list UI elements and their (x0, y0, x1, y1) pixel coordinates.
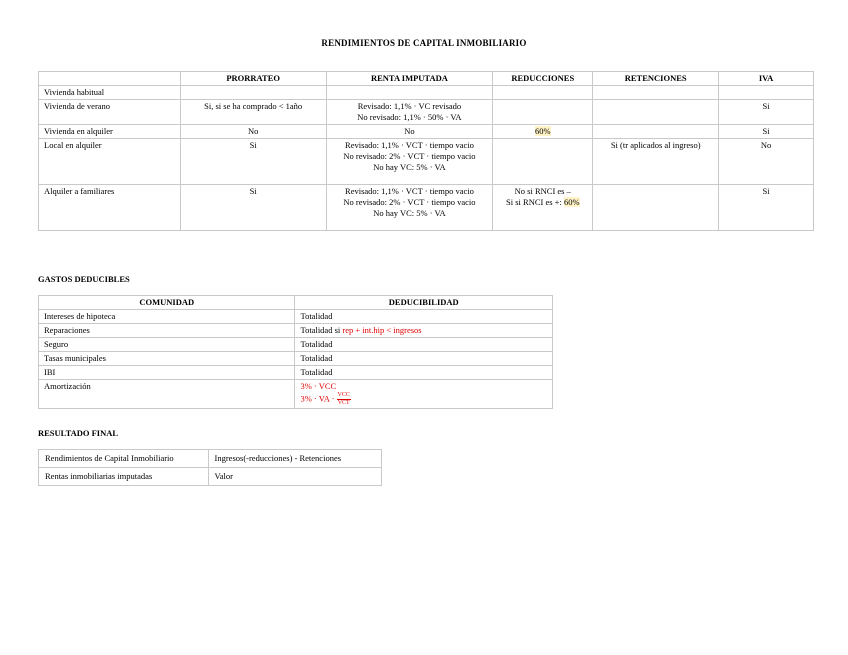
header-comunidad: COMUNIDAD (39, 296, 295, 310)
header-iva: IVA (719, 72, 814, 86)
renta-line: Revisado: 1,1% · VCT · tiempo vacio (345, 140, 474, 150)
row-prorrateo (180, 86, 326, 100)
table-row (39, 125, 814, 139)
amortizacion-text: 3% · VA · (300, 393, 337, 404)
table-row (39, 324, 553, 338)
header-empty (39, 72, 181, 86)
row-reducciones (493, 139, 593, 185)
row-prorrateo: No (180, 125, 326, 139)
row-retenciones (593, 185, 719, 231)
gasto-concept: IBI (39, 366, 295, 380)
table-row (39, 366, 553, 380)
table-row (39, 468, 382, 486)
row-iva: Si (719, 185, 814, 231)
row-prorrateo: Si (180, 139, 326, 185)
header-prorrateo: PRORRATEO (180, 72, 326, 86)
table-row (39, 86, 814, 100)
row-retenciones (593, 86, 719, 100)
reduccion-highlight: 60% (563, 197, 580, 207)
gasto-value (295, 324, 553, 338)
row-prorrateo: Si, si se ha comprado < 1año (180, 100, 326, 125)
row-concept: Local en alquiler (39, 139, 181, 185)
row-iva: Si (719, 125, 814, 139)
row-reducciones (493, 185, 593, 231)
gasto-text: Totalidad si (300, 325, 343, 335)
gastos-heading: GASTOS DEDUCIBLES (38, 274, 130, 284)
document-title: RENDIMIENTOS DE CAPITAL INMOBILIARIO (321, 38, 527, 48)
gasto-value: Totalidad (295, 338, 553, 352)
reduccion-text: Si si RNCI es +: (506, 197, 564, 207)
row-renta (326, 185, 493, 231)
renta-line: No hay VC: 5% · VA (373, 162, 446, 172)
row-retenciones: Si (tr aplicados al ingreso) (593, 139, 719, 185)
table-row (39, 352, 553, 366)
row-retenciones (593, 125, 719, 139)
row-renta: No (326, 125, 493, 139)
header-reducciones: REDUCCIONES (493, 72, 593, 86)
row-concept: Vivienda habitual (39, 86, 181, 100)
table-header-row (39, 72, 814, 86)
renta-line: No revisado: 2% · VCT · tiempo vacio (343, 197, 476, 207)
table-row (39, 380, 553, 409)
gasto-value (295, 380, 553, 409)
gasto-concept: Seguro (39, 338, 295, 352)
gasto-concept: Reparaciones (39, 324, 295, 338)
row-iva: No (719, 139, 814, 185)
table-row (39, 139, 814, 185)
row-prorrateo: Si (180, 185, 326, 231)
header-renta-imputada: RENTA IMPUTADA (326, 72, 493, 86)
gasto-concept: Intereses de hipoteca (39, 310, 295, 324)
renta-line: No revisado: 2% · VCT · tiempo vacio (343, 151, 476, 161)
row-renta (326, 86, 493, 100)
gasto-value: Totalidad (295, 352, 553, 366)
reduccion-highlight: 60% (534, 126, 551, 136)
fraction-numerator: VCC (337, 392, 350, 398)
row-iva (719, 86, 814, 100)
header-deducibilidad: DEDUCIBILIDAD (295, 296, 553, 310)
gasto-value: Totalidad (295, 310, 553, 324)
renta-line: No hay VC: 5% · VA (373, 208, 446, 218)
resultado-value: Ingresos(-reducciones) - Retenciones (208, 450, 381, 468)
renta-line: Revisado: 1,1% · VCT · tiempo vacio (345, 186, 474, 196)
resultado-concept: Rendimientos de Capital Inmobiliario (39, 450, 209, 468)
fraction-denominator: VCT (337, 400, 350, 406)
renta-line: Revisado: 1,1% · VC revisado (357, 101, 462, 111)
amortizacion-line: 3% · VCC (300, 381, 337, 391)
gasto-formula: rep + int.hip < ingresos (342, 325, 422, 335)
reduccion-line: No si RNCI es – (514, 186, 571, 196)
table-row (39, 100, 814, 125)
row-reducciones (493, 86, 593, 100)
row-reducciones (493, 125, 593, 139)
header-retenciones: RETENCIONES (593, 72, 719, 86)
fraction (337, 392, 351, 407)
row-renta (326, 139, 493, 185)
gasto-value: Totalidad (295, 366, 553, 380)
amortizacion-line (300, 392, 547, 407)
table-header-row (39, 296, 553, 310)
gasto-concept: Tasas municipales (39, 352, 295, 366)
gastos-table (38, 295, 553, 409)
resultado-table (38, 449, 382, 486)
row-retenciones (593, 100, 719, 125)
row-reducciones (493, 100, 593, 125)
renta-line: No revisado: 1,1% · 50% · VA (357, 112, 462, 122)
row-concept: Vivienda de verano (39, 100, 181, 125)
table-row (39, 185, 814, 231)
row-renta (326, 100, 493, 125)
table-row (39, 310, 553, 324)
row-concept: Vivienda en alquiler (39, 125, 181, 139)
table-row (39, 338, 553, 352)
rendimientos-table (38, 71, 814, 231)
resultado-heading: RESULTADO FINAL (38, 428, 119, 438)
resultado-concept: Rentas inmobiliarias imputadas (39, 468, 209, 486)
reduccion-line (498, 197, 587, 208)
resultado-value: Valor (208, 468, 381, 486)
row-concept: Alquiler a familiares (39, 185, 181, 231)
row-iva: Si (719, 100, 814, 125)
gasto-concept: Amortización (39, 380, 295, 409)
table-row (39, 450, 382, 468)
